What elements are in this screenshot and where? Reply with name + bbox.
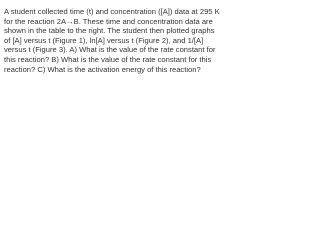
question-line: of [A] versus t (Figure 1), ln[A] versus t (Figure 2), and 1/[A] [4,35,204,45]
question-text [4,7,257,74]
question-block [0,0,261,88]
question-line: this reaction? B) What is the value of the rate constant for this [4,54,212,64]
question-line: for the reaction 2A→B. These time and concentration data are [4,16,213,26]
question-line: versus t (Figure 3). A) What is the value of the rate constant for [4,45,216,55]
question-line: reaction? C) What is the activation energy of this reaction? [4,64,201,74]
question-line: A student collected time (t) and concentration ([A]) data at 295 K [4,7,220,16]
question-line: shown in the table to the right. The student then plotted graphs [4,26,215,36]
